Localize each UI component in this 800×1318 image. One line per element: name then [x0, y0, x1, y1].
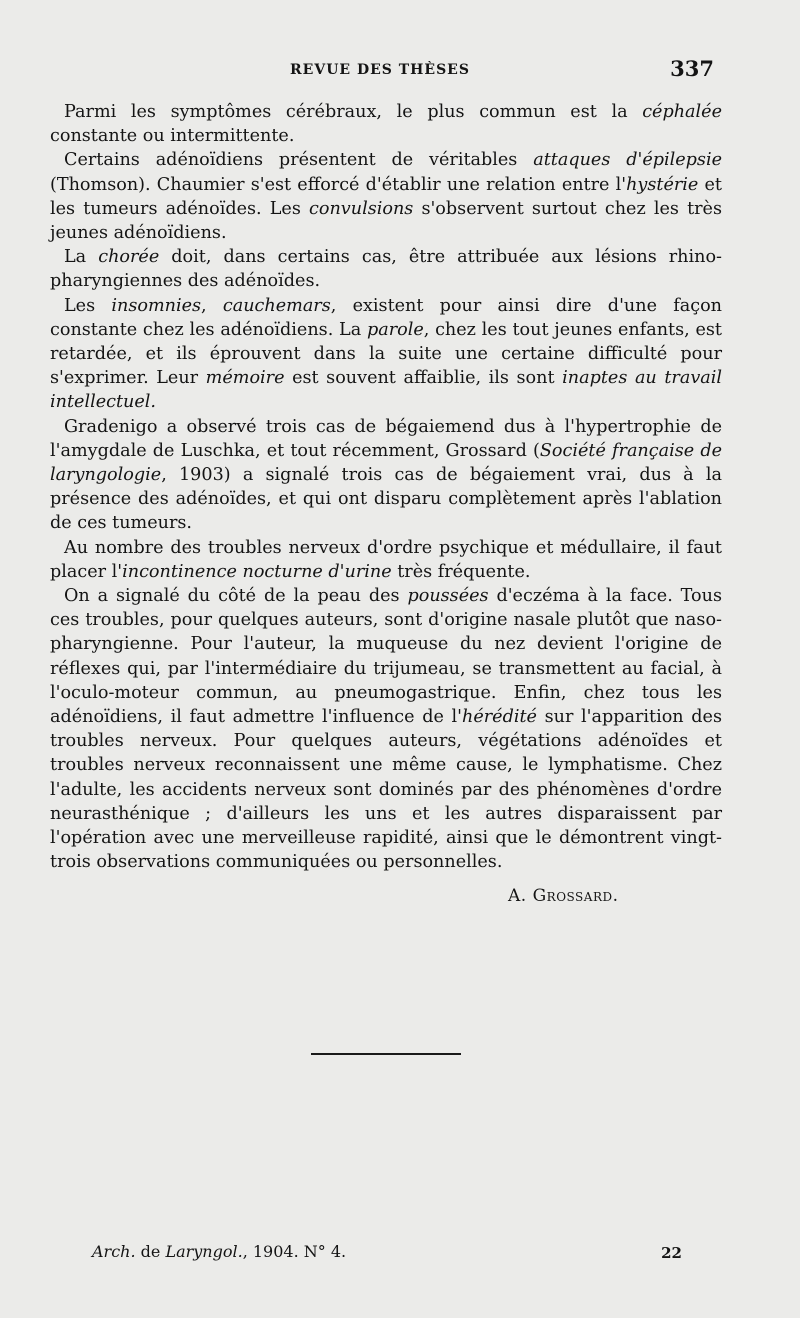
text-run: , [201, 295, 223, 316]
author-name: Grossard. [532, 886, 619, 906]
journal-de: de [135, 1242, 166, 1261]
paragraph [50, 100, 722, 148]
journal-name: Laryngol. [165, 1242, 243, 1261]
italic-term: attaques d'épilepsie [533, 150, 722, 171]
paragraph [50, 245, 722, 293]
text-run: , chez les tout jeunes enfants, est retardée, et ils éprouvent dans la suite une certaine difficulté pour s'exprimer. Leur [50, 319, 722, 389]
body-text [50, 100, 722, 875]
italic-term: inaptes au travail intellectuel. [50, 368, 722, 413]
text-run: La [64, 247, 99, 268]
text-run: Parmi les symptômes cérébraux, le plus commun est la [64, 102, 643, 122]
running-head: REVUE DES THÈSES [290, 62, 470, 78]
paragraph [50, 415, 722, 536]
journal-abbrev: Arch. [92, 1242, 136, 1261]
text-run: On a signalé du côté de la peau des [64, 586, 408, 607]
paragraph [50, 536, 722, 584]
text-run: très fréquente. [391, 561, 531, 582]
author-signature [508, 886, 619, 906]
italic-term: chorée [98, 247, 160, 268]
text-run: sur l'apparition des troubles nerveux. Pour quelques auteurs, végétations adénoïdes et troubles nerveux reconnaissent une même cause, le lymphatisme. Chez l'adulte, les accidents nerveux sont dominés par des phénomènes d'ordre neurasthénique ; d'ailleurs les uns et les autres disparaissent par l'opération avec une merveilleuse rapidité, ainsi que le démontrent vingt-trois observations communiquées ou personnelles. [50, 707, 722, 873]
paragraph [50, 148, 722, 245]
text-run: Certains adénoïdiens présentent de véritables [64, 150, 534, 171]
paragraph [50, 584, 722, 874]
text-run: , 1903) a signalé trois cas de bégaiement vrai, dus à la présence des adénoïdes, et qui ont disparu complètement après l'ablation de ces tumeurs. [50, 465, 722, 534]
journal-reference [92, 1242, 346, 1261]
text-run: est souvent affaiblie, ils sont [284, 368, 563, 389]
page-number: 337 [670, 56, 714, 81]
text-run: Les [64, 295, 112, 316]
section-rule [311, 1053, 461, 1055]
italic-term: hérédité [462, 707, 537, 728]
text-run: Gradenigo a observé trois cas de bégaiemend dus à l'hypertrophie de l'amygdale de Luschka, et tout récemment, Grossard ( [50, 416, 722, 461]
italic-term: Société française de laryngologie [50, 440, 722, 486]
italic-term: céphalée [642, 102, 722, 122]
italic-term: poussées [407, 586, 489, 607]
text-run: Au nombre des troubles nerveux d'ordre psychique et médullaire, il faut placer l' [50, 537, 722, 582]
italic-term: parole [366, 319, 424, 340]
italic-term: mémoire [205, 368, 285, 389]
italic-term: convulsions [309, 198, 414, 219]
sheet-number: 22 [661, 1244, 682, 1262]
text-run: et les tumeurs adénoïdes. Les [50, 174, 722, 219]
italic-term: incontinence nocturne d'urine [122, 561, 392, 582]
italic-term: hystérie [626, 174, 699, 195]
italic-term: insomnies [111, 295, 202, 316]
page-footer [92, 1238, 682, 1268]
text-run: s'observent surtout chez les très jeunes adénoïdiens. [50, 198, 722, 244]
italic-term: cauchemars [222, 295, 331, 316]
text-run: doit, dans certains cas, être attribuée aux lésions rhinopharyngiennes des adénoïdes. [50, 247, 722, 292]
text-run: (Thomson). Chaumier s'est efforcé d'établir une relation entre l' [50, 174, 627, 195]
text-run: , existent pour ainsi dire d'une façon constante chez les adénoïdiens. La [50, 295, 722, 340]
text-run: d'eczéma à la face. Tous ces troubles, pour quelques auteurs, sont d'origine nasale plutôt que naso-pharyngienne. Pour l'auteur, la muqueuse du nez devient l'origine de réflexes qui, par l'intermédiaire du trijumeau, se transmettent au facial, à l'oculo-moteur commun, au pneumogastrique. Enfin, chez tous les adénoïdiens, il faut admettre l'influence de l' [50, 586, 722, 728]
author-initial: A. [508, 886, 533, 906]
paragraph [50, 294, 722, 415]
journal-issue: , 1904. N° 4. [242, 1242, 347, 1261]
page-header [0, 52, 800, 88]
text-run: constante ou intermittente. [50, 126, 295, 147]
